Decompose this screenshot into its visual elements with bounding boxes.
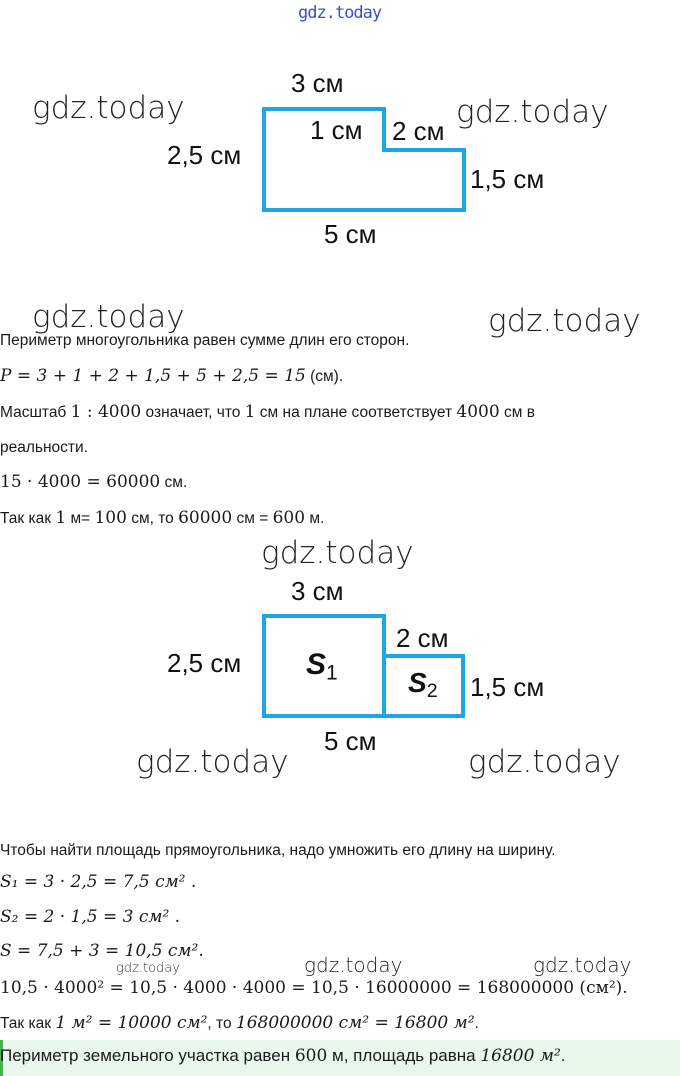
s2-label xyxy=(408,667,438,703)
fig1-label-inner: 1 см xyxy=(310,115,363,145)
fig2-label-right: 1,5 см xyxy=(470,672,545,702)
m2-expr: 168000000 см² = 16800 м² xyxy=(235,1013,475,1033)
conv-value: 600 xyxy=(272,508,306,528)
conv-text: м. xyxy=(305,510,325,527)
fig1-label-bottom: 5 см xyxy=(324,219,377,249)
answer-text: . xyxy=(560,1046,566,1065)
fig2-label-right-top: 2 см xyxy=(396,623,449,653)
s2-subscript: 2 xyxy=(426,679,438,702)
fig2-label-left: 2,5 см xyxy=(167,648,242,678)
calc-unit: см. xyxy=(160,474,188,491)
scale-text: означает, что xyxy=(141,404,245,421)
answer-text: м, площадь равна xyxy=(327,1046,481,1065)
s1-formula: S₁ = 3 · 2,5 = 7,5 см² . xyxy=(0,872,197,892)
answer-line xyxy=(0,1046,566,1066)
watermark: gdz.today xyxy=(32,299,185,335)
conv-text: Так как xyxy=(0,510,56,527)
fig1-label-top: 3 см xyxy=(291,68,344,98)
fig2-label-bottom: 5 см xyxy=(324,726,377,756)
s2-formula: S₂ = 2 · 1,5 = 3 см² . xyxy=(0,907,181,927)
big-calc-formula: 10,5 · 4000² = 10,5 · 4000 · 4000 = 10,5 · 16000000 = 168000000 (см²). xyxy=(0,978,628,998)
perimeter-unit: (см). xyxy=(305,368,344,385)
m2-text: . xyxy=(474,1015,479,1032)
conv-value: 100 xyxy=(94,508,127,528)
conv-value: 1 xyxy=(55,508,67,528)
conv-text: см = xyxy=(232,510,273,527)
watermark: gdz.today xyxy=(456,94,609,130)
scale-ratio: 1 : 4000 xyxy=(70,402,142,422)
answer-value: 16800 м² xyxy=(480,1046,561,1066)
m2-text: Так как xyxy=(0,1015,56,1032)
fig1-label-left: 2,5 см xyxy=(167,140,242,170)
perimeter-intro: Периметр многоугольника равен сумме длин его сторон. xyxy=(0,332,410,349)
s2-letter: S xyxy=(408,667,427,698)
scale-text: см в xyxy=(499,404,535,421)
scale-text: см на плане соответствует xyxy=(255,404,457,421)
m2-expr: 1 м² = 10000 см² xyxy=(55,1013,208,1033)
m2-conversion-line xyxy=(0,1013,479,1033)
scale-value: 4000 xyxy=(456,402,500,422)
watermark: gdz.today xyxy=(468,744,621,780)
watermark: gdz.today xyxy=(533,953,632,977)
scale-line-2: реальности. xyxy=(0,439,88,456)
watermark: gdz.today xyxy=(116,961,180,976)
answer-value: 600 xyxy=(294,1046,328,1066)
watermark: gdz.today xyxy=(488,303,641,339)
fig1-label-right: 1,5 см xyxy=(470,164,545,194)
s1-letter: S xyxy=(306,648,327,681)
fig1-label-right-top: 2 см xyxy=(392,116,445,146)
answer-text: Периметр земельного участка равен xyxy=(0,1046,295,1065)
conv-value: 60000 xyxy=(178,508,233,528)
watermark-top: gdz.today xyxy=(298,3,382,23)
s-formula: S = 7,5 + 3 = 10,5 см². xyxy=(0,941,204,961)
fig2-label-top: 3 см xyxy=(291,576,344,606)
watermark: gdz.today xyxy=(136,744,289,780)
watermark: gdz.today xyxy=(32,90,185,126)
watermark: gdz.today xyxy=(304,953,403,977)
area-intro: Чтобы найти площадь прямоугольника, надо умножить его длину на ширину. xyxy=(0,842,556,859)
s1-label xyxy=(306,648,338,685)
calc-expr: 15 · 4000 = 60000 xyxy=(0,472,161,492)
conv-text: м= xyxy=(66,510,95,527)
watermark: gdz.today xyxy=(261,535,414,571)
conv-text: см, то xyxy=(126,510,179,527)
m2-text: , то xyxy=(207,1015,236,1032)
scale-text: Масштаб xyxy=(0,404,71,421)
perimeter-formula: P = 3 + 1 + 2 + 1,5 + 5 + 2,5 = 15 xyxy=(0,366,306,386)
scale-value: 1 xyxy=(244,402,256,422)
s1-subscript: 1 xyxy=(326,661,338,685)
